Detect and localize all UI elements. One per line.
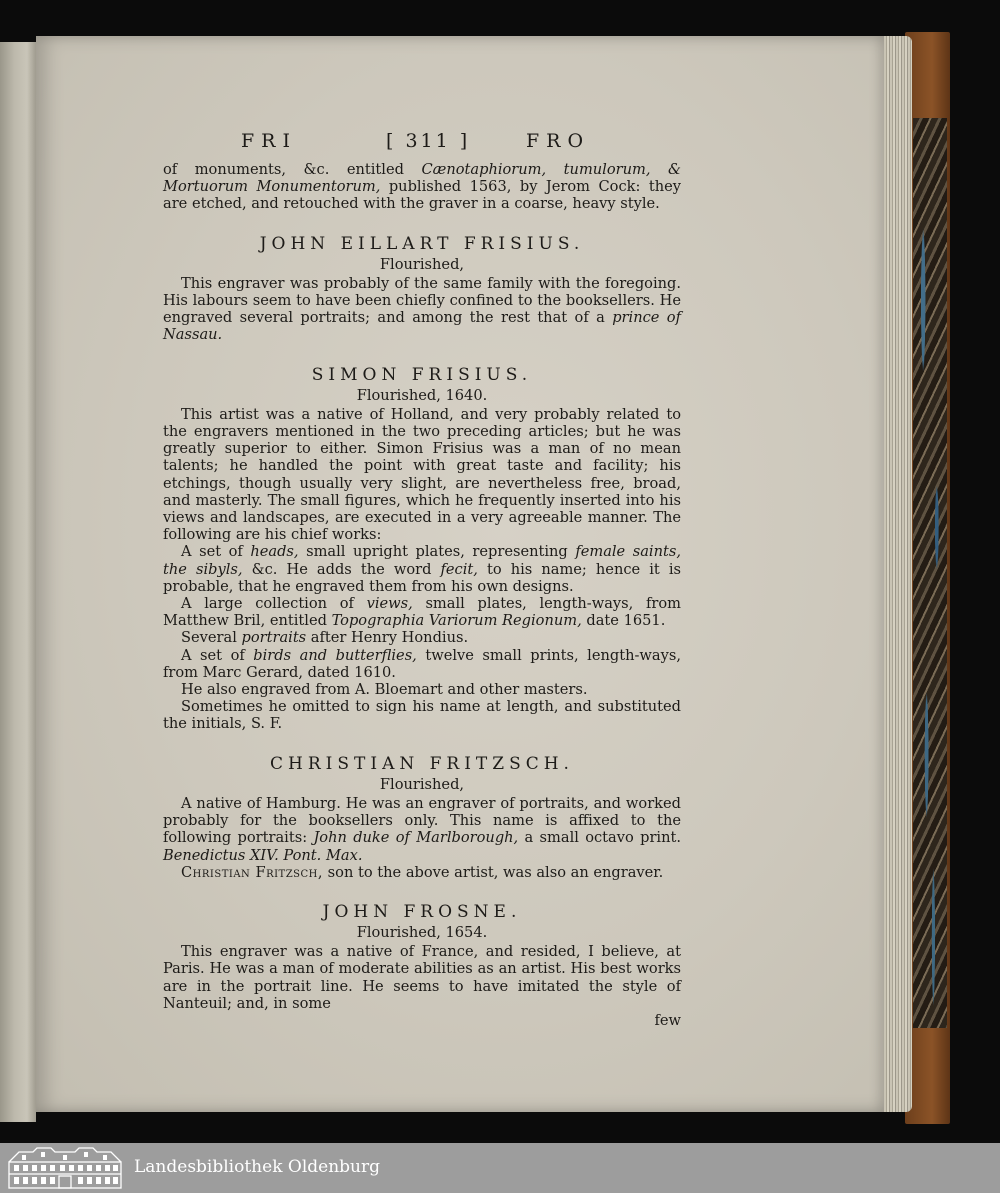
entry-heading: SIMON FRISIUS.	[311, 364, 533, 385]
page-number: [ 311 ]	[386, 130, 471, 152]
header-left: FRI	[241, 130, 297, 152]
library-building-icon	[7, 1146, 123, 1190]
entry-heading: JOHN EILLART FRISIUS.	[259, 233, 585, 254]
entry-body: This engraver was a native of France, and resided, I believe, at Paris. He was a man of moderate abilities as an artist. His best works are in the portrait line. He seems to have imitated the style of Nanteuil; and, in some	[163, 943, 681, 1012]
header-right: FRO	[526, 130, 591, 152]
marbled-endpaper	[913, 118, 947, 1028]
entry-date: Flourished, 1640.	[356, 386, 488, 404]
work-item: A large collection of views, small plates, length-ways, from Matthew Bril, entitled Topographia Variorum Regionum, date 1651.	[163, 595, 681, 630]
entry-date: Flourished,	[379, 775, 465, 793]
entry-note: Christian Fritzsch, son to the above artist, was also an engraver.	[181, 863, 664, 881]
work-item: Sometimes he omitted to sign his name at length, and substituted the initials, S. F.	[163, 698, 681, 733]
library-name: Landesbibliothek Oldenburg	[134, 1157, 381, 1177]
library-footer	[0, 1143, 1000, 1193]
running-header	[163, 130, 681, 161]
entry-body: A native of Hamburg. He was an engraver of portraits, and worked probably for the booksellers only. This name is affixed to the following portraits: John duke of Marlborough, a small octavo print. Benedictus XIV. Pont. Max.	[163, 794, 681, 864]
work-item: A set of heads, small upright plates, representing female saints, the sibyls, &c. He adds the word fecit, to his name; hence it is probable, that he engraved them from his own designs.	[163, 543, 681, 595]
entry-heading: JOHN FROSNE.	[322, 901, 522, 922]
catchword: few	[654, 1011, 681, 1029]
page-text	[163, 130, 681, 1029]
work-item: He also engraved from A. Bloemart and other masters.	[181, 681, 588, 699]
entry-heading: CHRISTIAN FRITZSCH.	[270, 753, 574, 774]
entry-body: This engraver was probably of the same family with the foregoing. His labours seem to have been chiefly confined to the booksellers. He engraved several portraits; and among the rest that of a prince of Nassau.	[163, 274, 681, 344]
work-item: Several portraits after Henry Hondius.	[181, 629, 469, 647]
paragraph-continued: of monuments, &c. entitled Cænotaphiorum, tumulorum, & Mortuorum Monumentorum, published 1563, by Jerom Cock: they are etched, and retouched with the graver in a coarse, heavy style.	[163, 161, 681, 213]
work-item: A set of birds and butterflies, twelve small prints, length-ways, from Marc Gerard, dated 1610.	[163, 646, 681, 681]
facing-page-edge	[0, 42, 36, 1122]
entry-date: Flourished,	[379, 255, 465, 273]
entry-date: Flourished, 1654.	[356, 923, 488, 941]
entry-body: This artist was a native of Holland, and very probably related to the engravers mentioned in the two preceding articles; but he was greatly superior to either. Simon Frisius was a man of no mean talents; he handled the point with great taste and facility; his etchings, though usually very slight, are nevertheless free, broad, and masterly. The small figures, which he frequently inserted into his views and landscapes, are executed in a very agreeable manner. The following are his chief works:	[163, 405, 681, 544]
